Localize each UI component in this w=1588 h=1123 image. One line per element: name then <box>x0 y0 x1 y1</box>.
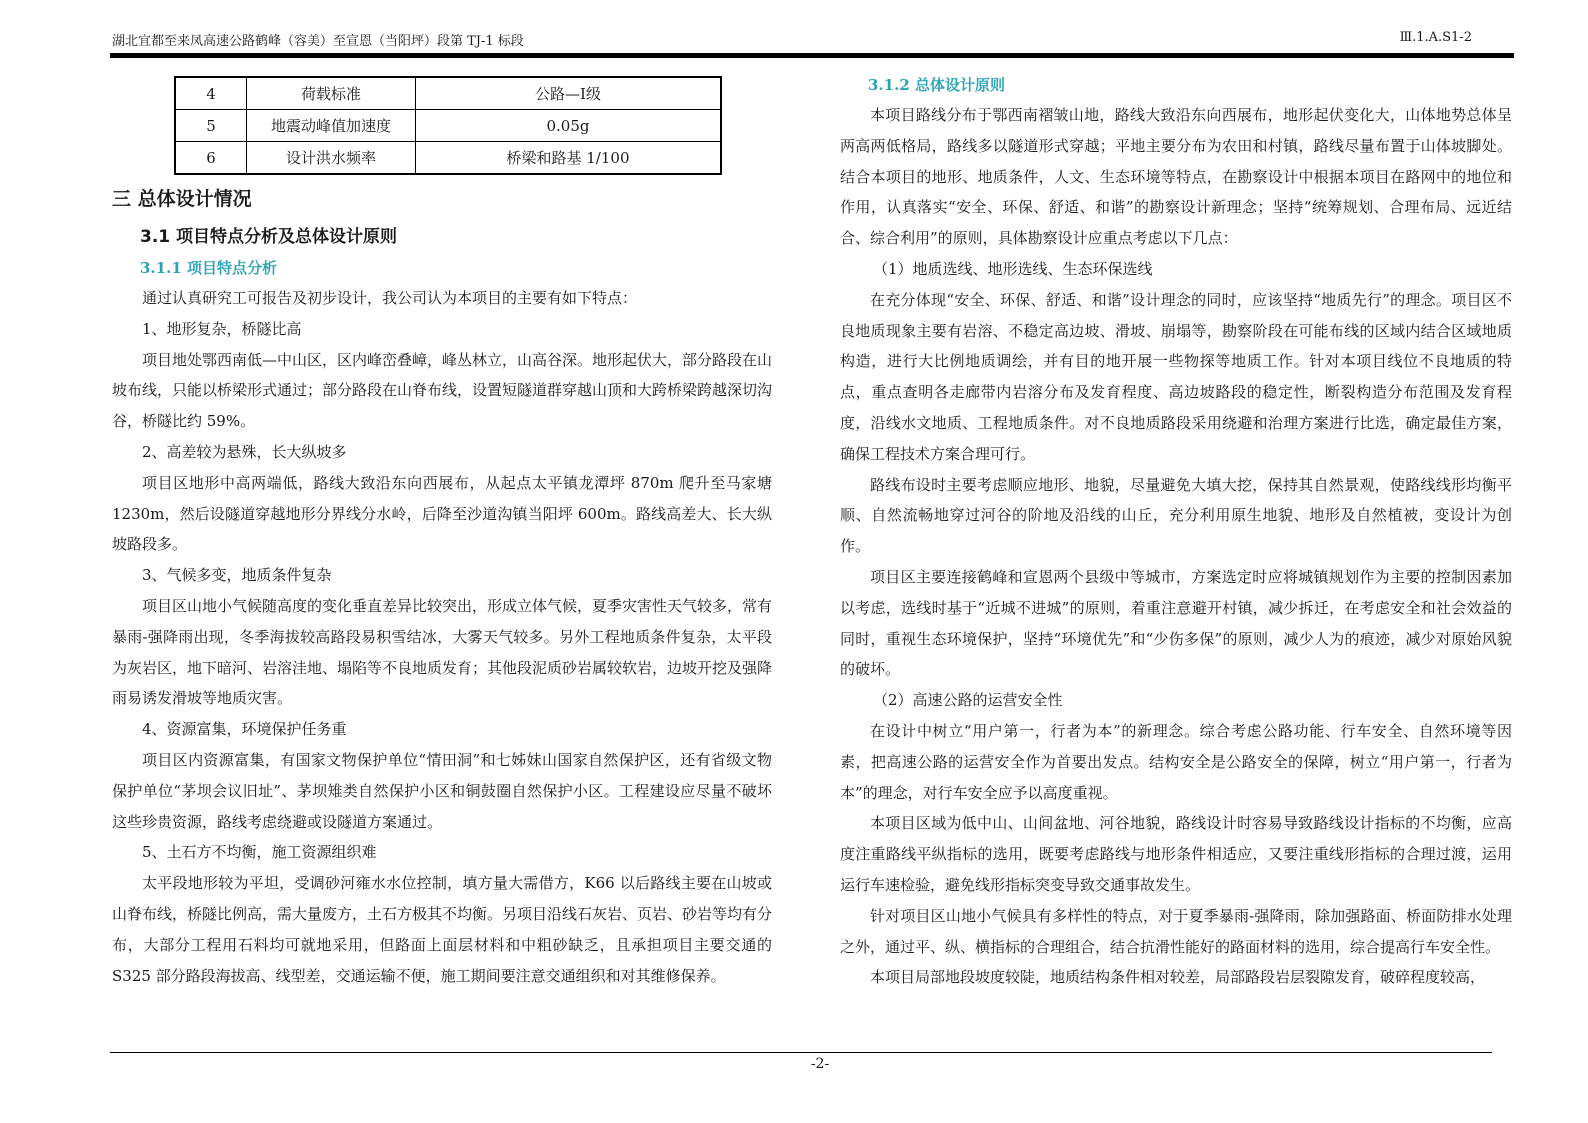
item-title: 4、资源富集，环境保护任务重 <box>142 720 347 739</box>
item-body: 太平段地形较为平坦，受调砂河雍水水位控制，填方量大需借方，K66 以后路线主要在山坡或山脊布线，桥隧比例高，需大量废方，土石方极其不均衡。另项目沿线石灰岩、页岩、砂岩等均有分布，大部分工程用石料均可就地采用，但路面上面层材料和中粗砂缺乏，且承担项目主要交通的 S325 部分路段海拔高、线型差，交通运输不便，施工期间要注意交通组织和对其维修保养。 <box>112 874 773 985</box>
row-number: 6 <box>175 142 247 175</box>
row-value: 0.05g <box>416 110 722 142</box>
header-title: 湖北宜都至来凤高速公路鹤峰（容美）至宣恩（当阳坪）段第 TJ-1 标段 <box>112 34 524 49</box>
item-title: 3、气候多变，地质条件复杂 <box>142 566 332 585</box>
row-value: 桥梁和路基 1/100 <box>416 142 722 175</box>
item-body: 项目区内资源富集，有国家文物保护单位“情田洞”和七姊妹山国家自然保护区，还有省级文物保护单位“茅坝会议旧址”、茅坝雉类自然保护小区和铜鼓圈自然保护小区。工程建设应尽量不破坏这些珍贵资源，路线考虑绕避或设隧道方案通过。 <box>112 750 772 831</box>
row-name: 设计洪水频率 <box>247 142 416 175</box>
row-number: 4 <box>175 77 247 110</box>
parameter-table <box>174 76 722 175</box>
paragraph: 在设计中树立“用户第一，行者为本”的新理念。综合考虑公路功能、行车安全、自然环境等因素，把高速公路的运营安全作为首要出发点。结构安全是公路安全的保障，树立“用户第一，行者为本”的理念，对行车安全应予以高度重视。 <box>840 721 1512 802</box>
header-doc-code: Ⅲ.1.A.S1-2 <box>1399 30 1472 45</box>
right-column <box>840 70 1512 993</box>
subsection-heading: 3.1.1 项目特点分析 <box>140 259 277 277</box>
chapter-heading: 三 总体设计情况 <box>112 188 252 210</box>
paragraph: 路线布设时主要考虑顺应地形、地貌，尽量避免大填大挖，保持其自然景观，使路线线形均衡平顺、自然流畅地穿过河谷的阶地及沿线的山丘，充分利用原生地貌、地形及自然植被，变设计为创作。 <box>840 475 1512 556</box>
row-number: 5 <box>175 110 247 142</box>
table-row <box>175 77 721 110</box>
section-heading: 3.1 项目特点分析及总体设计原则 <box>140 227 398 247</box>
item-title: 2、高差较为悬殊，长大纵坡多 <box>142 442 347 461</box>
intro-paragraph: 通过认真研究工可报告及初步设计，我公司认为本项目的主要有如下特点： <box>142 289 638 307</box>
subsection-heading: 3.1.2 总体设计原则 <box>868 76 1005 94</box>
row-name: 地震动峰值加速度 <box>247 110 416 142</box>
item-body: 项目地处鄂西南低—中山区，区内峰峦叠嶂，峰丛林立，山高谷深。地形起伏大，部分路段在山坡布线，只能以桥梁形式通过；部分路段在山脊布线，设置短隧道群穿越山顶和大跨桥梁跨越深切沟谷，桥隧比约 59%。 <box>112 350 773 431</box>
paragraph: 针对项目区山地小气候具有多样性的特点，对于夏季暴雨-强降雨，除加强路面、桥面防排水处理之外，通过平、纵、横指标的合理组合，结合抗滑性能好的路面材料的选用，综合提高行车安全性。 <box>840 906 1512 956</box>
paragraph: 在充分体现“安全、环保、舒适、和谐”设计理念的同时，应该坚持“地质先行”的理念。项目区不良地质现象主要有岩溶、不稳定高边坡、滑坡、崩塌等，勘察阶段在可能布线的区域内结合区域地质构造，进行大比例地质调绘，并有目的地开展一些物探等地质工作。针对本项目线位不良地质的特点，重点查明各走廊带内岩溶分布及发育程度、高边坡路段的稳定性，断裂构造分布范围及发育程度，沿线水文地质、工程地质条件。对不良地质路段采用绕避和治理方案进行比选，确定最佳方案，确保工程技术方案合理可行。 <box>840 290 1512 463</box>
page-number: -2- <box>810 1056 830 1072</box>
item-title: 1、地形复杂，桥隧比高 <box>142 319 302 338</box>
row-name: 荷载标准 <box>247 77 416 110</box>
paragraph: 本项目区域为低中山、山间盆地、河谷地貌，路线设计时容易导致路线设计指标的不均衡，应高度注重路线平纵指标的选用，既要考虑路线与地形条件相适应，又要注重线形指标的合理过渡，运用运行车速检验，避免线形指标突变导致交通事故发生。 <box>840 814 1512 894</box>
item-body: 项目区山地小气候随高度的变化垂直差异比较突出，形成立体气候，夏季灾害性天气较多，常有暴雨-强降雨出现，冬季海拔较高路段易积雪结冰，大雾天气较多。另外工程地质条件复杂，太平段为灰岩区，地下暗河、岩溶洼地、塌陷等不良地质发育；其他段泥质砂岩属较软岩，边坡开挖及强降雨易诱发滑坡等地质灾害。 <box>112 596 773 708</box>
row-value: 公路—Ⅰ级 <box>416 77 722 110</box>
header-rule <box>110 53 1514 58</box>
sub-item-title: （2）高速公路的运营安全性 <box>873 691 1063 710</box>
item-title: 5、土石方不均衡，施工资源组织难 <box>142 843 377 862</box>
paragraph: 本项目局部地段坡度较陡，地质结构条件相对较差，局部路段岩层裂隙发育，破碎程度较高， <box>870 968 1486 987</box>
table-row <box>175 142 721 175</box>
left-column <box>112 70 772 991</box>
footer-rule <box>110 1052 1492 1053</box>
page-header <box>112 30 1512 52</box>
sub-item-title: （1）地质选线、地形选线、生态环保选线 <box>873 259 1153 278</box>
item-body: 项目区地形中高两端低，路线大致沿东向西展布，从起点太平镇龙潭坪 870m 爬升至马家塘 1230m，然后设隧道穿越地形分界线分水岭，后降至沙道沟镇当阳坪 600m。路线高差大、长大纵坡路段多。 <box>112 473 772 554</box>
paragraph: 本项目路线分布于鄂西南褶皱山地，路线大致沿东向西展布，地形起伏变化大，山体地势总体呈两高两低格局，路线多以隧道形式穿越；平地主要分布为农田和村镇，路线尽量布置于山体坡脚处。结合本项目的地形、地质条件，人文、生态环境等特点，在勘察设计中根据本项目在路网中的地位和作用，认真落实“安全、环保、舒适、和谐”的勘察设计新理念；坚持“统筹规划、合理布局、远近结合、综合利用”的原则，具体勘察设计应重点考虑以下几点： <box>840 106 1512 248</box>
paragraph: 项目区主要连接鹤峰和宣恩两个县级中等城市，方案选定时应将城镇规划作为主要的控制因素加以考虑，选线时基于“近城不进城”的原则，着重注意避开村镇，减少拆迁，在考虑安全和社会效益的同时，重视生态环境保护，坚持“环境优先”和“少伤多保”的原则，减少人为的痕迹，减少对原始风貌的破坏。 <box>840 567 1512 679</box>
table-row <box>175 110 721 142</box>
